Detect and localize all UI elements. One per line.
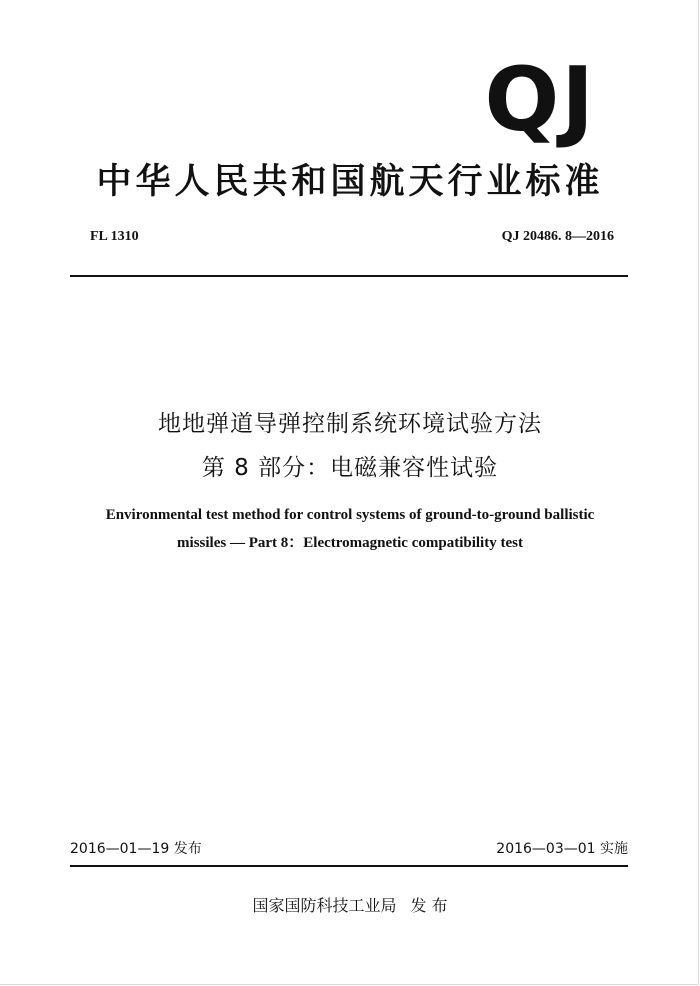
issuer	[0, 893, 700, 916]
qj-logo: QJ	[484, 48, 596, 151]
document-title-en-line1: Environmental test method for control systems of ground-to-ground ballistic	[105, 507, 595, 523]
standard-number: QJ 20486. 8—2016	[501, 229, 614, 244]
meta-row	[90, 229, 614, 245]
date-row	[70, 838, 628, 858]
issue-date: 2016—01—19 发布	[70, 841, 202, 857]
document-title-cn-line2: 第 8 部分：电磁兼容性试验	[201, 455, 499, 481]
document-title-en-line2: missiles — Part 8：Electromagnetic compatibility test	[177, 535, 523, 551]
footer-divider	[70, 865, 628, 867]
issuer-name: 国家国防科技工业局	[252, 896, 397, 915]
implementation-date: 2016—03—01 实施	[496, 841, 628, 857]
issuer-action: 发 布	[410, 896, 448, 915]
document-title-cn-line1: 地地弹道导弹控制系统环境试验方法	[158, 411, 542, 437]
classification-code: FL 1310	[90, 229, 139, 244]
standard-title: 中华人民共和国航天行业标准	[96, 162, 604, 202]
header-divider	[70, 275, 628, 277]
